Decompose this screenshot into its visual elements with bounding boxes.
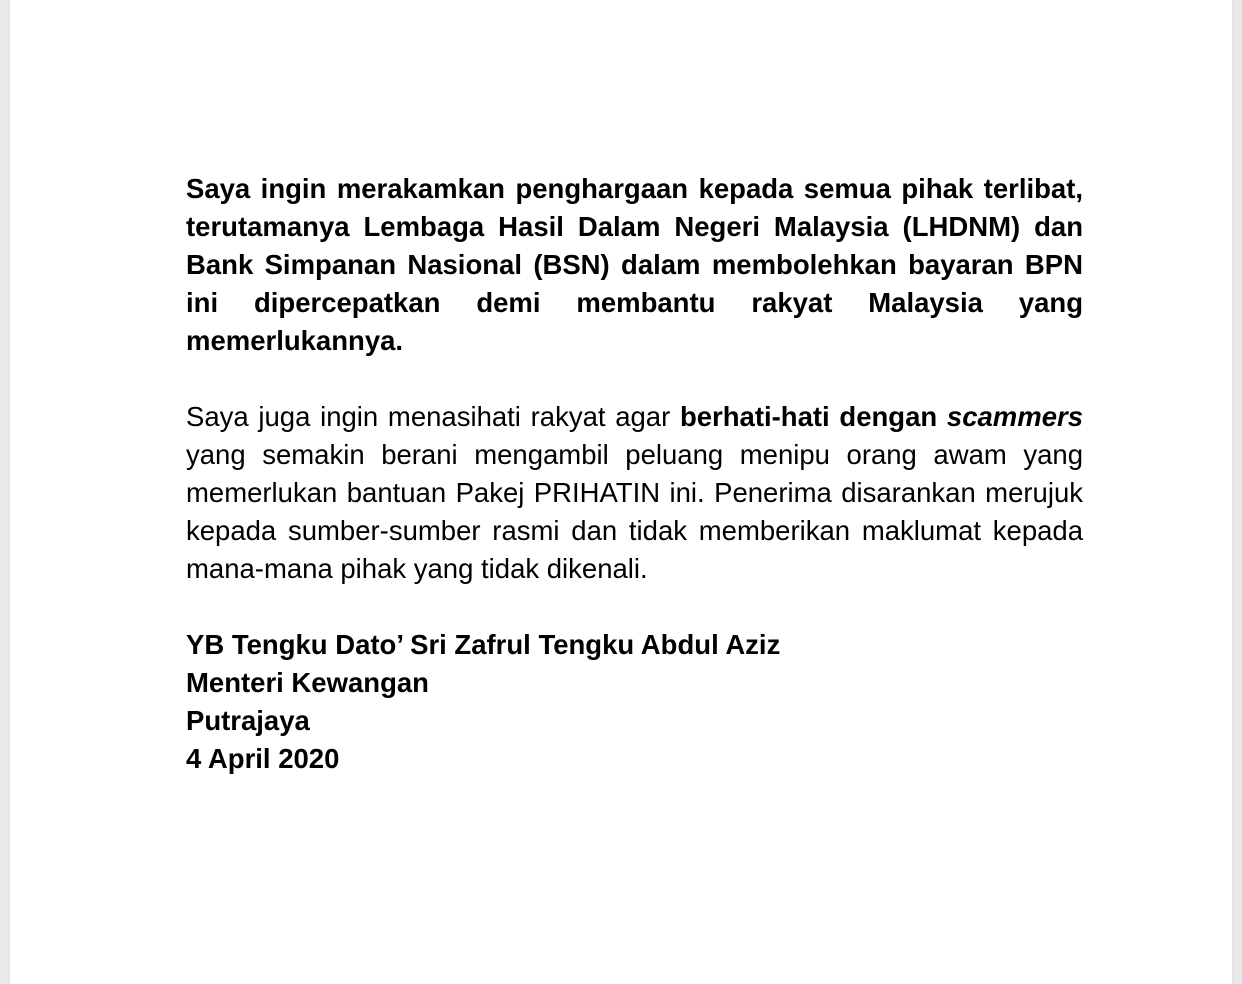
signatory-name: YB Tengku Dato’ Sri Zafrul Tengku Abdul Aziz bbox=[186, 629, 781, 660]
signature-location: Putrajaya bbox=[186, 705, 310, 736]
advice-emphasis: berhati-hati dengan bbox=[679, 401, 938, 432]
advice-text-intro: Saya juga ingin menasihati rakyat agar bbox=[186, 401, 680, 432]
advice-paragraph bbox=[186, 398, 1083, 588]
document-body bbox=[186, 170, 1083, 778]
scammers-term: scammers bbox=[946, 401, 1083, 432]
signatory-position: Menteri Kewangan bbox=[186, 667, 429, 698]
document-page bbox=[10, 0, 1232, 984]
signature-date: 4 April 2020 bbox=[186, 743, 340, 774]
signature-block bbox=[186, 626, 1083, 778]
appreciation-paragraph: Saya ingin merakamkan penghargaan kepada semua pihak terlibat, terutamanya Lembaga Hasil Dalam Negeri Malaysia (LHDNM) dan Bank Simpanan Nasional (BSN) dalam membolehkan bayaran BPN ini dipercepatkan demi membantu rakyat Malaysia yang memerlukannya. bbox=[186, 173, 1083, 356]
advice-text-rest: yang semakin berani mengambil peluang menipu orang awam yang memerlukan bantuan Pakej PRIHATIN ini. Penerima disarankan merujuk kepada sumber-sumber rasmi dan tidak memberikan maklumat kepada mana-mana pihak yang tidak dikenali. bbox=[186, 439, 1083, 584]
